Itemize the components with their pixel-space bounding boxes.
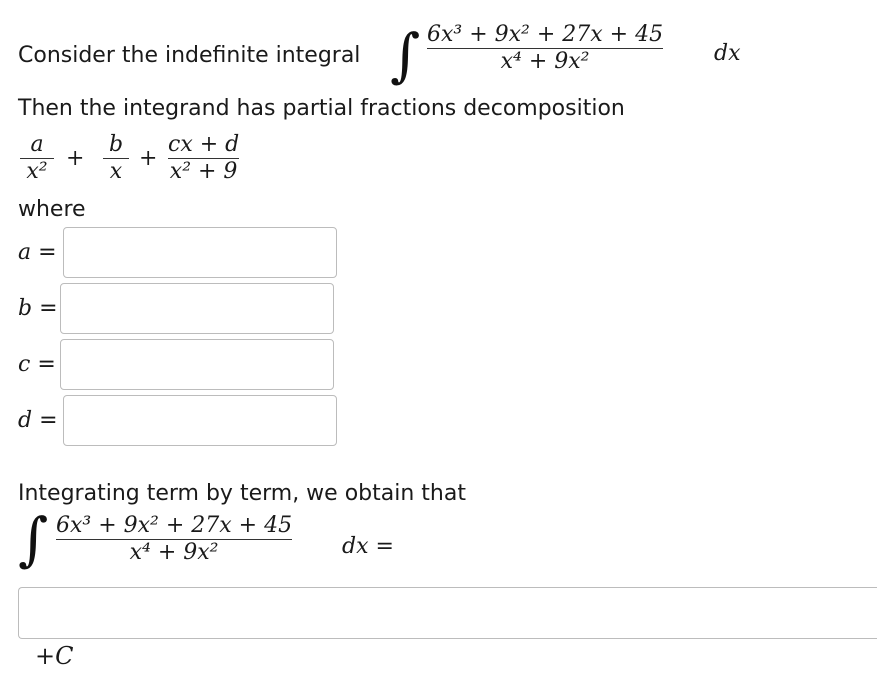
intro-text: Consider the indefinite integral [18, 43, 361, 68]
equals-sign: = [38, 240, 57, 265]
fraction-b [103, 132, 129, 185]
label-a-var: a [18, 240, 32, 265]
plus-sign: + [66, 146, 85, 171]
integrand-numerator: 6x³ + 9x² + 27x + 45 [427, 22, 664, 47]
fraction-a-denominator: x² [26, 159, 48, 184]
label-c-var: c [18, 352, 31, 377]
fraction-cd-numerator: cx + d [168, 132, 240, 157]
fraction-a-numerator: a [30, 132, 44, 157]
integral-sign: ∫ [18, 505, 49, 573]
label-a [18, 240, 57, 265]
fraction-b-numerator: b [108, 132, 124, 157]
differential: dx [342, 534, 369, 559]
label-d [18, 408, 58, 433]
fraction-cd [168, 132, 239, 185]
answer-a-input[interactable] [63, 227, 337, 278]
decomposition-intro: Then the integrand has partial fractions decomposition [18, 96, 625, 121]
constant-of-integration: +C [35, 642, 74, 670]
label-b [18, 296, 58, 321]
answer-b-input[interactable] [60, 283, 334, 334]
result-heading: Integrating term by term, we obtain that [18, 481, 466, 506]
equals-sign: = [37, 352, 56, 377]
integrand-denominator: x⁴ + 9x² [129, 540, 219, 565]
integrand-denominator: x⁴ + 9x² [500, 49, 590, 74]
integrand-numerator: 6x³ + 9x² + 27x + 45 [56, 513, 293, 538]
equals-sign: = [39, 408, 58, 433]
result-integrand-fraction [56, 513, 292, 566]
differential: dx [714, 41, 741, 66]
label-b-var: b [18, 296, 33, 321]
integrand-fraction [427, 22, 663, 75]
plus-sign: + [139, 146, 158, 171]
equals-sign: = [39, 296, 58, 321]
integral-sign: ∫ [390, 21, 421, 89]
fraction-cd-denominator: x² + 9 [169, 159, 238, 184]
fraction-a [20, 132, 54, 185]
label-d-var: d [18, 408, 33, 433]
where-text: where [18, 197, 86, 222]
answer-c-input[interactable] [60, 339, 334, 390]
result-differential [342, 534, 394, 559]
answer-d-input[interactable] [63, 395, 337, 446]
equals-sign: = [375, 534, 394, 559]
label-c [18, 352, 56, 377]
antiderivative-input[interactable] [18, 587, 877, 639]
fraction-b-denominator: x [109, 159, 123, 184]
